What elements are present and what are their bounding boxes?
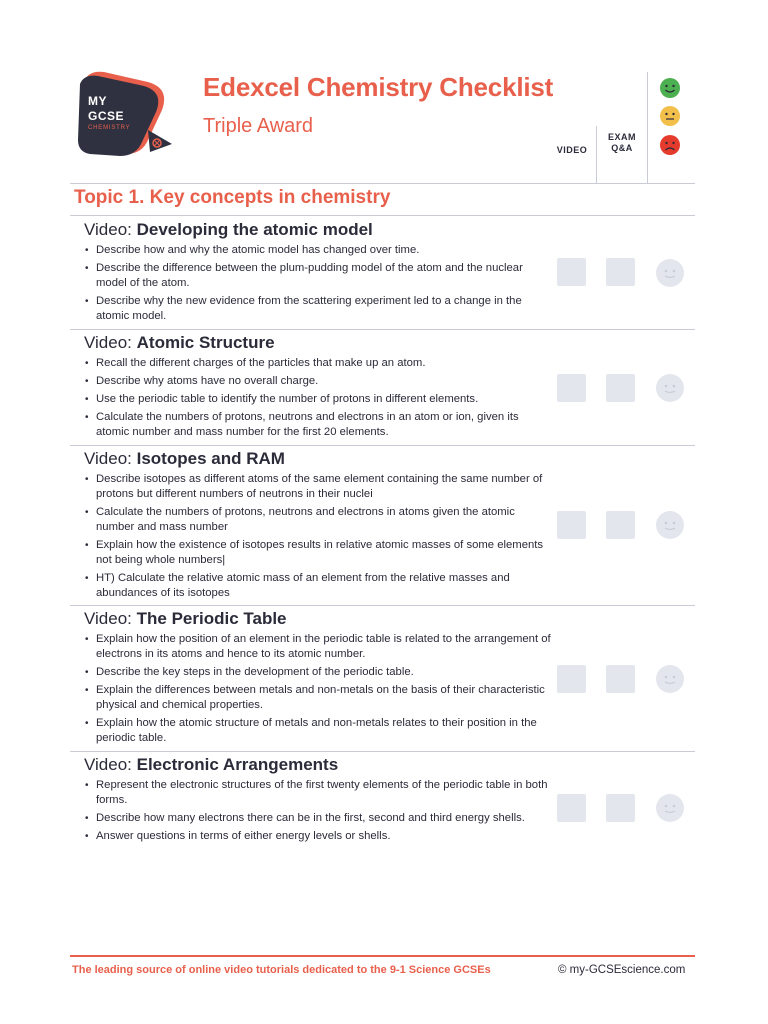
divider <box>70 183 695 184</box>
section-prefix: Video: <box>84 449 137 468</box>
video-checkbox[interactable] <box>557 665 586 693</box>
column-header-video: VIDEO <box>556 145 588 155</box>
video-checkbox[interactable] <box>557 374 586 402</box>
divider <box>70 215 695 216</box>
logo-line-1: MY <box>88 94 107 108</box>
rating-face-icon[interactable] <box>655 373 685 403</box>
section-prefix: Video: <box>84 220 137 239</box>
topic-heading: Topic 1. Key concepts in chemistry <box>74 187 391 208</box>
list-item: • Describe how and why the atomic model has changed over time. <box>84 243 554 258</box>
section-title <box>84 755 554 775</box>
checklist-section <box>84 609 554 749</box>
list-item: • Use the periodic table to identify the number of protons in different elements. <box>84 392 554 407</box>
logo-line-2: GCSE <box>88 109 125 123</box>
list-item: • Calculate the numbers of protons, neutrons and electrons in atoms given the atomic number and mass number <box>84 505 554 535</box>
divider <box>70 751 695 752</box>
list-item: • Describe how many electrons there can be in the first, second and third energy shells. <box>84 811 554 826</box>
divider <box>70 329 695 330</box>
list-item: • Describe why the new evidence from the scattering experiment led to a change in the atomic model. <box>84 294 554 324</box>
footer-site-link[interactable]: © my-GCSEscience.com <box>558 964 686 976</box>
list-item: • HT) Calculate the relative atomic mass of an element from the relative masses and abundances of its isotopes <box>84 571 554 601</box>
list-item: • Explain the differences between metals and non-metals on the basis of their characteristic physical and chemical properties. <box>84 683 554 713</box>
exam-checkbox[interactable] <box>606 511 635 539</box>
video-checkbox[interactable] <box>557 511 586 539</box>
list-item: • Answer questions in terms of either energy levels or shells. <box>84 829 554 844</box>
section-name: Developing the atomic model <box>136 220 373 239</box>
logo-subtitle: CHEMISTRY <box>88 125 131 131</box>
section-prefix: Video: <box>84 755 137 774</box>
checklist-section <box>84 333 554 443</box>
column-divider <box>596 126 597 183</box>
list-item: • Describe the difference between the plum-pudding model of the atom and the nuclear model of the atom. <box>84 261 554 291</box>
column-header-exam-line-2: Q&A <box>611 143 633 153</box>
section-name: Isotopes and RAM <box>136 449 285 468</box>
happy-face-icon <box>659 77 681 99</box>
brand-logo <box>78 68 182 164</box>
column-header-exam-line-1: EXAM <box>607 132 636 142</box>
section-name: Electronic Arrangements <box>136 755 339 774</box>
list-item: • Describe why atoms have no overall charge. <box>84 374 554 389</box>
checklist-section <box>84 755 554 847</box>
list-item: • Explain how the position of an element in the periodic table is related to the arrangement of electrons in its atoms and hence to its atomic number. <box>84 632 554 662</box>
exam-checkbox[interactable] <box>606 665 635 693</box>
section-title <box>84 449 554 469</box>
section-name: The Periodic Table <box>136 609 287 628</box>
section-name: Atomic Structure <box>136 333 275 352</box>
rating-face-icon[interactable] <box>655 793 685 823</box>
section-prefix: Video: <box>84 333 137 352</box>
exam-checkbox[interactable] <box>606 794 635 822</box>
divider <box>70 445 695 446</box>
section-prefix: Video: <box>84 609 137 628</box>
rating-face-icon[interactable] <box>655 510 685 540</box>
list-item: • Represent the electronic structures of the first twenty elements of the periodic table in both forms. <box>84 778 554 808</box>
list-item: • Describe isotopes as different atoms of the same element containing the same number of protons but different numbers of neutrons in their nuclei <box>84 472 554 502</box>
list-item: • Describe the key steps in the development of the periodic table. <box>84 665 554 680</box>
column-divider <box>647 72 648 183</box>
section-title <box>84 609 554 629</box>
list-item: • Explain how the existence of isotopes results in relative atomic masses of some elements not being whole numbers| <box>84 538 554 568</box>
list-item: • Recall the different charges of the particles that make up an atom. <box>84 356 554 371</box>
neutral-face-icon <box>659 105 681 127</box>
list-item: • Explain how the atomic structure of metals and non-metals relates to their position in the periodic table. <box>84 716 554 746</box>
divider <box>70 605 695 606</box>
section-title <box>84 220 554 240</box>
exam-checkbox[interactable] <box>606 374 635 402</box>
footer-tagline: The leading source of online video tutorials dedicated to the 9-1 Science GCSEs <box>72 964 491 976</box>
sad-face-icon <box>659 134 681 156</box>
footer-divider <box>70 955 695 957</box>
exam-checkbox[interactable] <box>606 258 635 286</box>
rating-face-icon[interactable] <box>655 664 685 694</box>
video-checkbox[interactable] <box>557 258 586 286</box>
section-title <box>84 333 554 353</box>
video-checkbox[interactable] <box>557 794 586 822</box>
page-subtitle: Triple Award <box>203 115 314 137</box>
checklist-section <box>84 220 554 327</box>
column-header-exam <box>600 132 644 154</box>
checklist-section <box>84 449 554 604</box>
rating-face-icon[interactable] <box>655 258 685 288</box>
list-item: • Calculate the numbers of protons, neutrons and electrons in an atom or ion, given its atomic number and mass number for the first 20 elements. <box>84 410 554 440</box>
page-title: Edexcel Chemistry Checklist <box>203 72 554 102</box>
